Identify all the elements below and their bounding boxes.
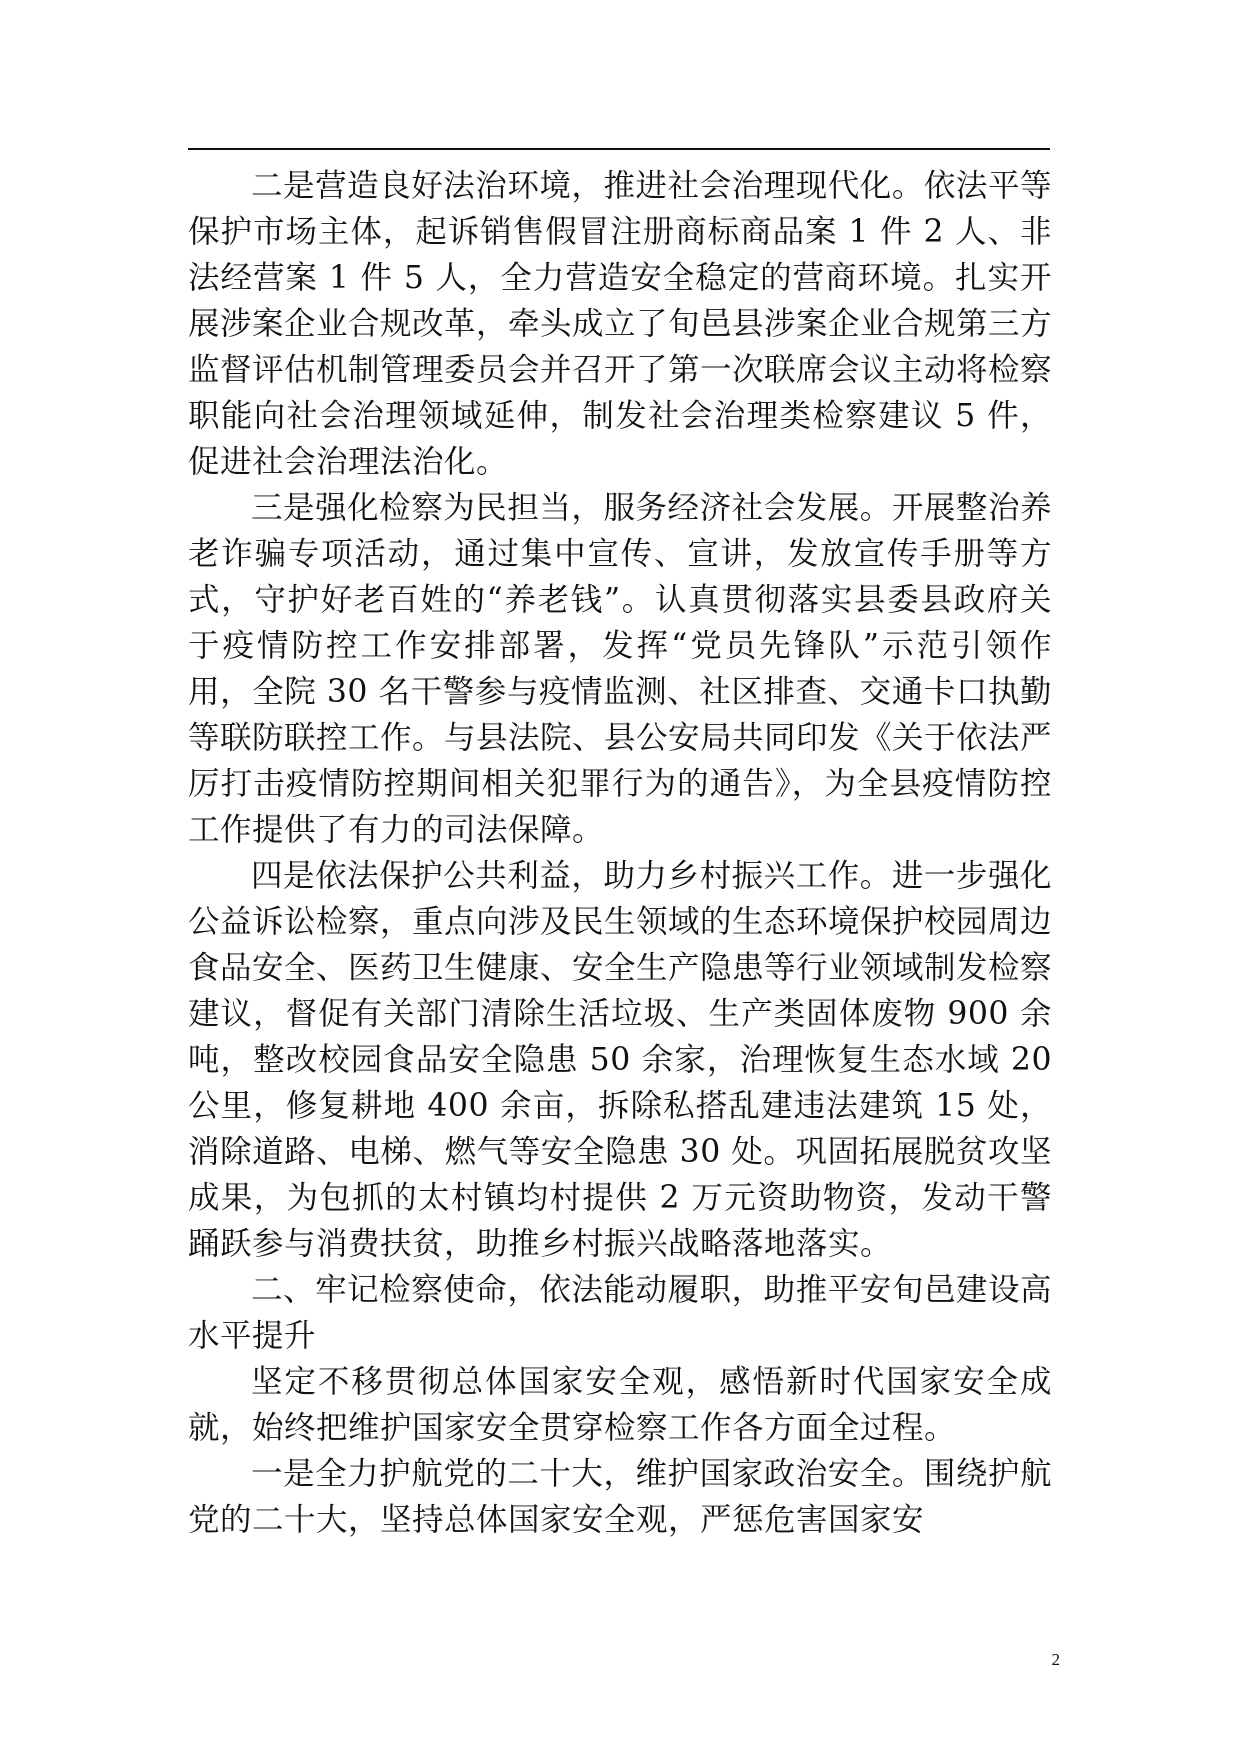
section-heading: 二、牢记检察使命，依法能动履职，助推平安旬邑建设高水平提升 <box>188 1272 1052 1354</box>
document-body <box>188 163 1052 1543</box>
paragraph-environment: 二是营造良好法治环境，推进社会治理现代化。依法平等保护市场主体，起诉销售假冒注册商标商品案 1 件 2 人、非法经营案 1 件 5 人，全力营造安全稳定的营商环境。扎实开展涉案企业合规改革，牵头成立了旬邑县涉案企业合规第三方监督评估机制管理委员会并召开了第一次联席会议主动将检察职能向社会治理领域延伸，制发社会治理类检察建议 5 件，促进社会治理法治化。 <box>188 168 1053 480</box>
paragraph-public-interest: 四是依法保护公共利益，助力乡村振兴工作。进一步强化公益诉讼检察，重点向涉及民生领域的生态环境保护校园周边食品安全、医药卫生健康、安全生产隐患等行业领域制发检察建议，督促有关部门清除生活垃圾、生产类固体废物 900 余吨，整改校园食品安全隐患 50 余家，治理恢复生态水域 20 公里，修复耕地 400 余亩，拆除私搭乱建违法建筑 15 处，消除道路、电梯、燃气等安全隐患 30 处。巩固拓展脱贫攻坚成果，为包抓的太村镇均村提供 2 万元资助物资，发动干警踊跃参与消费扶贫，助推乡村振兴战略落地落实。 <box>188 858 1053 1262</box>
paragraph-political-security: 一是全力护航党的二十大，维护国家政治安全。围绕护航党的二十大，坚持总体国家安全观，严惩危害国家安 <box>188 1456 1052 1538</box>
page-number: 2 <box>1051 1650 1060 1669</box>
paragraph-service: 三是强化检察为民担当，服务经济社会发展。开展整治养老诈骗专项活动，通过集中宣传、宣讲，发放宣传手册等方式，守护好老百姓的“养老钱”。认真贯彻落实县委县政府关于疫情防控工作安排部署，发挥“党员先锋队”示范引领作用，全院 30 名干警参与疫情监测、社区排查、交通卡口执勤等联防联控工作。与县法院、县公安局共同印发《关于依法严厉打击疫情防控期间相关犯罪行为的通告》，为全县疫情防控工作提供了有力的司法保障。 <box>188 490 1053 848</box>
header-rule <box>188 148 1050 150</box>
paragraph-security-intro: 坚定不移贯彻总体国家安全观，感悟新时代国家安全成就，始终把维护国家安全贯穿检察工作各方面全过程。 <box>188 1364 1052 1446</box>
